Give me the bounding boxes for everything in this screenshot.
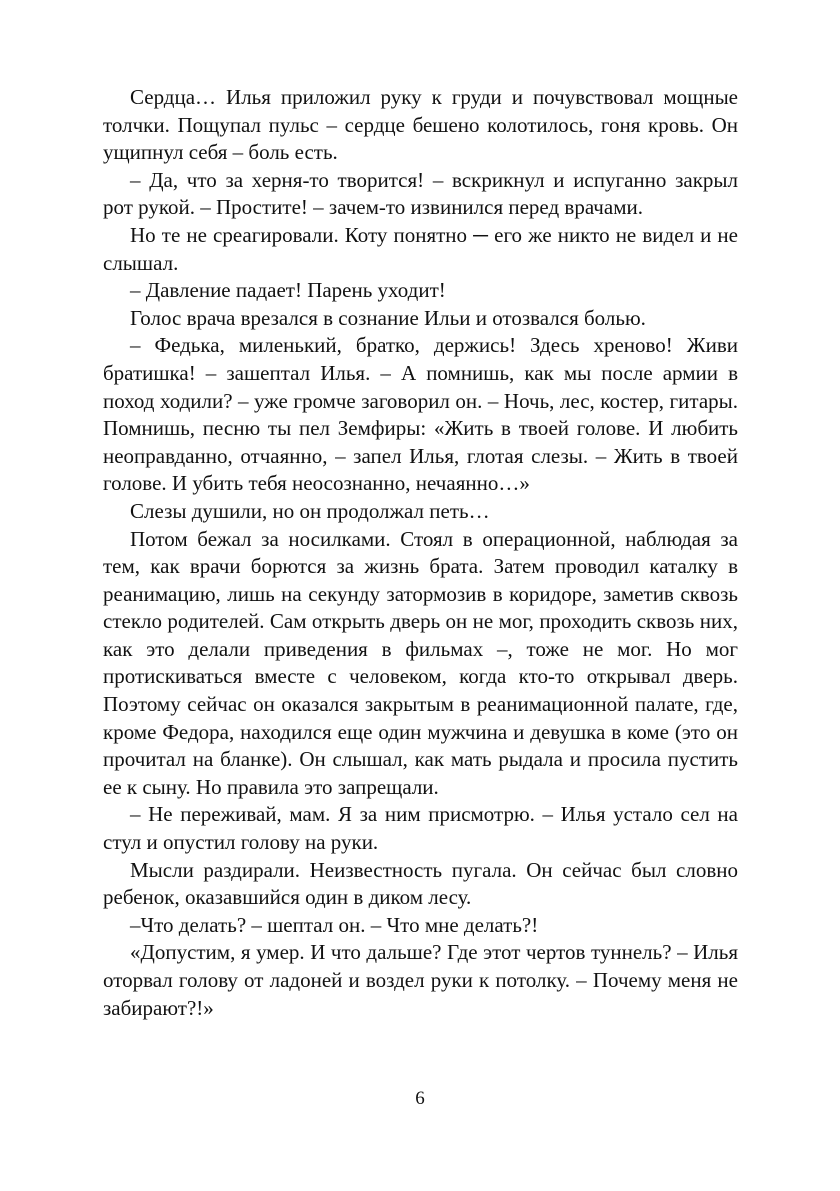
paragraph: Мысли раздирали. Неизвестность пугала. Он сейчас был словно ребенок, оказавшийся один в диком лесу.: [103, 857, 738, 910]
body-text: [103, 84, 738, 1022]
page-number: 6: [415, 1088, 425, 1109]
paragraph: – Не переживай, мам. Я за ним присмотрю. – Илья устало сел на стул и опустил голову на руки.: [103, 802, 738, 855]
paragraph: «Допустим, я умер. И что дальше? Где этот чертов туннель? – Илья оторвал голову от ладоней и воздел руки к потолку. – Почему меня не забирают?!»: [103, 940, 738, 1020]
paragraph: Сердца… Илья приложил руку к груди и почувствовал мощные толчки. Пощупал пульс – сердце бешено колотилось, гоня кровь. Он ущипнул себя – боль есть.: [103, 85, 738, 165]
paragraph: Но те не среагировали. Коту понятно ─ его же никто не видел и не слышал.: [103, 222, 738, 275]
paragraph: Голос врача врезался в сознание Ильи и отозвался болью.: [130, 305, 646, 330]
paragraph: Потом бежал за носилками. Стоял в операционной, наблюдая за тем, как врачи борются за жизнь брата. Затем проводил каталку в реанимацию, лишь на секунду затормозив в коридоре, заметив сквозь стекло родителей. Сам открыть дверь он не мог, проходить сквозь них, как это делали приведения в фильмах –, тоже не мог. Но мог протискиваться вместе с человеком, когда кто-то открывал дверь. Поэтому сейчас он оказался закрытым в реанимационной палате, где, кроме Федора, находился еще один мужчина и девушка в коме (это он прочитал на бланке). Он слышал, как мать рыдала и просила пустить ее к сыну. Но правила это запрещали.: [103, 526, 738, 799]
paragraph: – Федька, миленький, братко, держись! Здесь хреново! Живи братишка! – зашептал Илья. – А помнишь, как мы после армии в поход ходили? – уже громче заговорил он. – Ночь, лес, костер, гитары. Помнишь, песню ты пел Земфиры: «Жить в твоей голове. И любить неоправданно, отчаянно, – запел Илья, глотая слезы. – Жить в твоей голове. И убить тебя неосознанно, нечаянно…»: [103, 333, 738, 496]
paragraph: – Да, что за херня-то творится! – вскрикнул и испуганно закрыл рот рукой. – Простите! – зачем-то извинился перед врачами.: [103, 167, 738, 220]
paragraph: Слезы душили, но он продолжал петь…: [130, 498, 490, 523]
paragraph: – Давление падает! Парень уходит!: [130, 278, 446, 303]
paragraph: –Что делать? – шептал он. – Что мне делать?!: [130, 912, 539, 937]
